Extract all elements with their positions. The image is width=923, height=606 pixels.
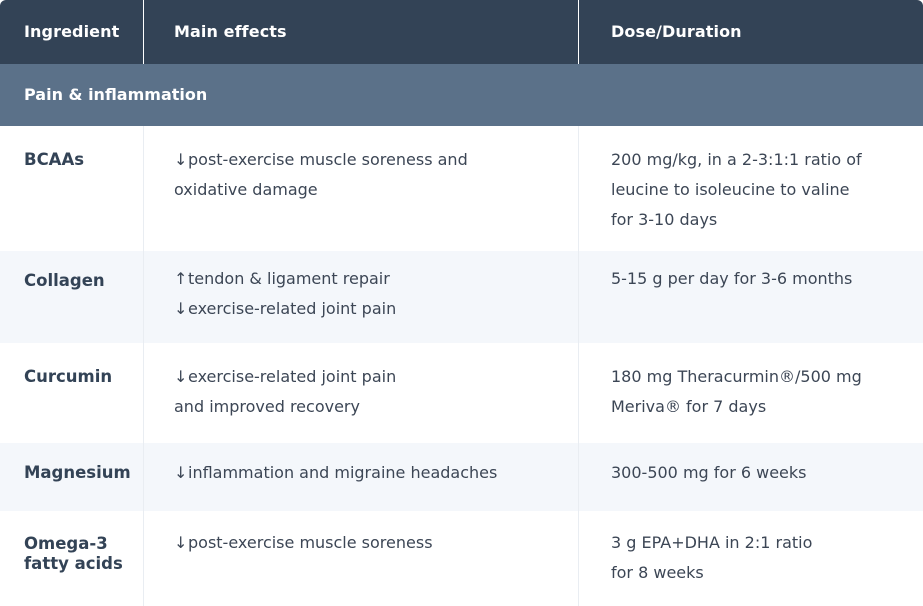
effect-line bbox=[174, 458, 578, 488]
table-row bbox=[0, 126, 923, 251]
table-row bbox=[0, 343, 923, 443]
arrow-down-icon: ↓ bbox=[174, 463, 188, 482]
effect-line bbox=[174, 362, 578, 392]
header-dose-duration: Dose/Duration bbox=[578, 0, 923, 64]
dose-line: for 8 weeks bbox=[611, 563, 704, 582]
ingredient-name bbox=[24, 529, 143, 574]
dose-line: for 3-10 days bbox=[611, 210, 718, 229]
effect-line bbox=[174, 294, 578, 324]
ingredient-cell bbox=[0, 343, 143, 443]
ingredient-name: BCAAs bbox=[24, 150, 85, 169]
effect-text: post-exercise muscle soreness and bbox=[188, 150, 468, 169]
effect-line bbox=[174, 145, 578, 175]
ingredient-cell bbox=[0, 443, 143, 511]
dose-line: 300-500 mg for 6 weeks bbox=[611, 463, 807, 482]
dose-cell bbox=[578, 511, 923, 606]
effects-cell bbox=[143, 511, 578, 606]
dose-line: 5-15 g per day for 3-6 months bbox=[611, 269, 853, 288]
dose-cell bbox=[578, 251, 923, 343]
header-ingredient: Ingredient bbox=[24, 22, 120, 41]
dose-cell bbox=[578, 126, 923, 251]
effects-cell bbox=[143, 251, 578, 343]
ingredient-name-line: fatty acids bbox=[24, 554, 123, 573]
effect-text: inflammation and migraine headaches bbox=[188, 463, 498, 482]
effect-line bbox=[174, 528, 578, 558]
table-header-row bbox=[0, 0, 923, 64]
arrow-down-icon: ↓ bbox=[174, 299, 188, 318]
dose-cell bbox=[578, 443, 923, 511]
effects-cell bbox=[143, 443, 578, 511]
ingredient-name: Magnesium bbox=[24, 463, 131, 482]
ingredient-name-line: Omega-3 bbox=[24, 534, 108, 553]
table-row bbox=[0, 251, 923, 343]
arrow-down-icon: ↓ bbox=[174, 367, 188, 386]
effect-line bbox=[174, 392, 578, 422]
effect-text: and improved recovery bbox=[174, 397, 360, 416]
effect-line bbox=[174, 264, 578, 294]
ingredient-cell bbox=[0, 511, 143, 606]
ingredient-name: Curcumin bbox=[24, 367, 113, 386]
table-row bbox=[0, 443, 923, 511]
effect-text: oxidative damage bbox=[174, 180, 318, 199]
dose-cell bbox=[578, 343, 923, 443]
ingredient-name: Collagen bbox=[24, 271, 105, 290]
effect-line bbox=[174, 175, 578, 205]
arrow-down-icon: ↓ bbox=[174, 533, 188, 552]
dose-line: 200 mg/kg, in a 2-3:1:1 ratio of bbox=[611, 150, 862, 169]
effects-cell bbox=[143, 126, 578, 251]
dose-line: Meriva® for 7 days bbox=[611, 397, 767, 416]
dose-line: 180 mg Theracurmin®/500 mg bbox=[611, 367, 862, 386]
arrow-up-icon: ↑ bbox=[174, 269, 188, 288]
effect-text: exercise-related joint pain bbox=[188, 367, 397, 386]
effect-text: post-exercise muscle soreness bbox=[188, 533, 433, 552]
table-row bbox=[0, 511, 923, 606]
dose-line: leucine to isoleucine to valine bbox=[611, 180, 850, 199]
effect-text: exercise-related joint pain bbox=[188, 299, 397, 318]
dose-line: 3 g EPA+DHA in 2:1 ratio bbox=[611, 533, 813, 552]
effects-cell bbox=[143, 343, 578, 443]
section-row bbox=[0, 64, 923, 126]
ingredient-cell bbox=[0, 126, 143, 251]
section-title: Pain & inflammation bbox=[24, 85, 208, 104]
effect-text: tendon & ligament repair bbox=[188, 269, 390, 288]
arrow-down-icon: ↓ bbox=[174, 150, 188, 169]
ingredient-cell bbox=[0, 251, 143, 343]
header-main-effects: Main effects bbox=[143, 0, 578, 64]
